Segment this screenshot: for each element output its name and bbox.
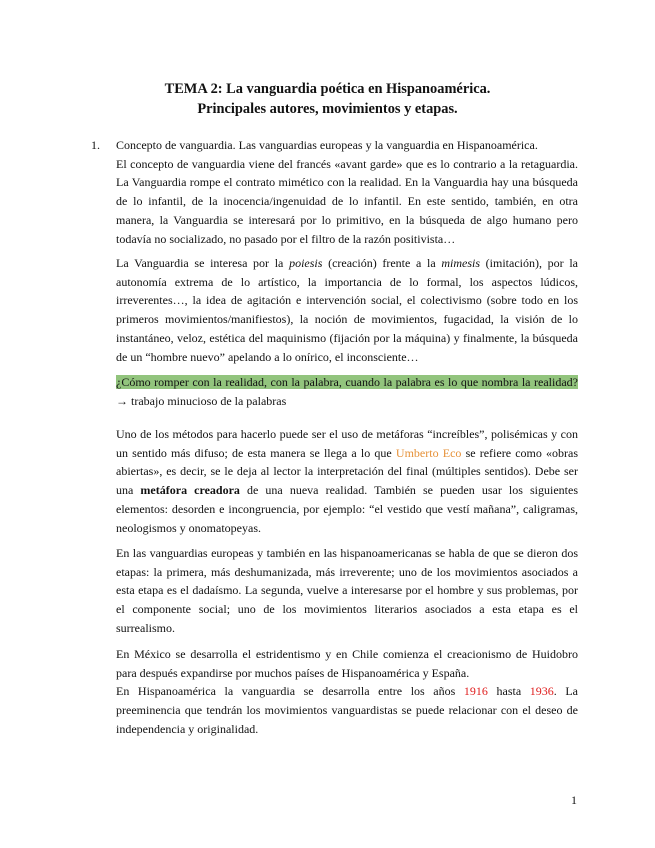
section-1-paragraph [116,136,578,248]
paragraph-avant-garde-interests [116,254,578,366]
paragraph-question [116,373,578,410]
highlighted-question: ¿Cómo romper con la realidad, con la palabra, cuando la palabra es lo que nombra la realidad? [116,375,578,389]
title-line-2: Principales autores, movimientos y etapas. [197,101,458,117]
text: (imitación), por la autonomía extrema de lo artístico, la importancia de lo formal, los aspectos lúdicos, irreverentes…, la idea de agitación e intervención social, el colectivismo (sobre todo en los primeros movimientos/manifiestos), la noción de movimientos, fugacidad, la visión de lo instantáneo, veloz, estética del maquinismo (fijación por la máquina) y finalmente, la búsqueda de un “hombre nuevo” apelando a lo onírico, el inconsciente… [116,256,578,364]
term-poiesis: poiesis [289,256,323,270]
text: La Vanguardia se interesa por la [116,256,290,270]
text: (creación) frente a la [322,256,442,270]
text: Uno de los métodos para hacerlo puede ser el uso de metáforas “increíbles”, polisémicas y con un sentido más difuso; de esta manera se llega a lo que [116,427,578,460]
section-number: 1. [91,138,100,152]
year-end: 1936 [529,684,554,699]
text: se refiere como «obras abiertas», es decir, se le deja al lector la interpretación del final (múltiples sentidos). Debe ser una [116,445,579,498]
author-name: Umberto Eco [395,445,462,460]
bold-term: metáfora creadora [140,483,240,498]
paragraph-stages: En las vanguardias europeas y también en las hispanoamericanas se habla de que se dieron dos etapas: la primera, más deshumanizada, más irreverente; uno de los movimientos asociados a esta etapa es el dadaísmo. La segunda, vuelve a interesarse por el hombre y sus problemas, por el componente social; uno de los movimientos literarios asociados a esta etapa es el surrealismo. [116,546,578,635]
paragraph-metaphors [116,425,578,537]
text: En Hispanoamérica la vanguardia se desarrolla entre los años [116,684,464,699]
section-body: El concepto de vanguardia viene del francés «avant garde» que es lo contrario a la retaguardia. La Vanguardia rompe el contrato mimético con la realidad. En la Vanguardia hay una búsqueda de lo infantil, de la inocencia/ingenuidad de lo infantil. En este sentido, también, en otra manera, la Vanguardia se interesará por lo primitivo, en la búsqueda de algo humano pero todavía no socializado, no pasado por el filtro de la razón positivista… [116,156,578,246]
page-number: 1 [571,793,577,807]
term-mimesis: mimesis [441,256,481,270]
text: → trabajo minucioso de la palabras [116,393,287,408]
text-line [116,682,578,738]
text: . La preeminencia que tendrán los movimientos vanguardistas se puede relacionar con el deseo de independencia y originalidad. [116,684,578,736]
text-line: En México se desarrolla el estridentismo y en Chile comienza el creacionismo de Huidobro para después expandirse por muchos países de Hispanoamérica y España. [116,647,578,680]
section-heading: Concepto de vanguardia. Las vanguardias europeas y la vanguardia en Hispanoamérica. [116,138,538,152]
page-title [0,79,655,119]
year-start: 1916 [463,684,488,699]
title-line-1: TEMA 2: La vanguardia poética en Hispanoamérica. [164,81,491,97]
paragraph-hispanoamerica [116,645,578,739]
text: de una nueva realidad. También se pueden usar los siguientes elementos: desorden e incongruencia, por ejemplo: “el vestido que vestí mañana”, caligramas, neologismos y onomatopeyas. [116,483,579,535]
text: hasta [487,684,530,699]
